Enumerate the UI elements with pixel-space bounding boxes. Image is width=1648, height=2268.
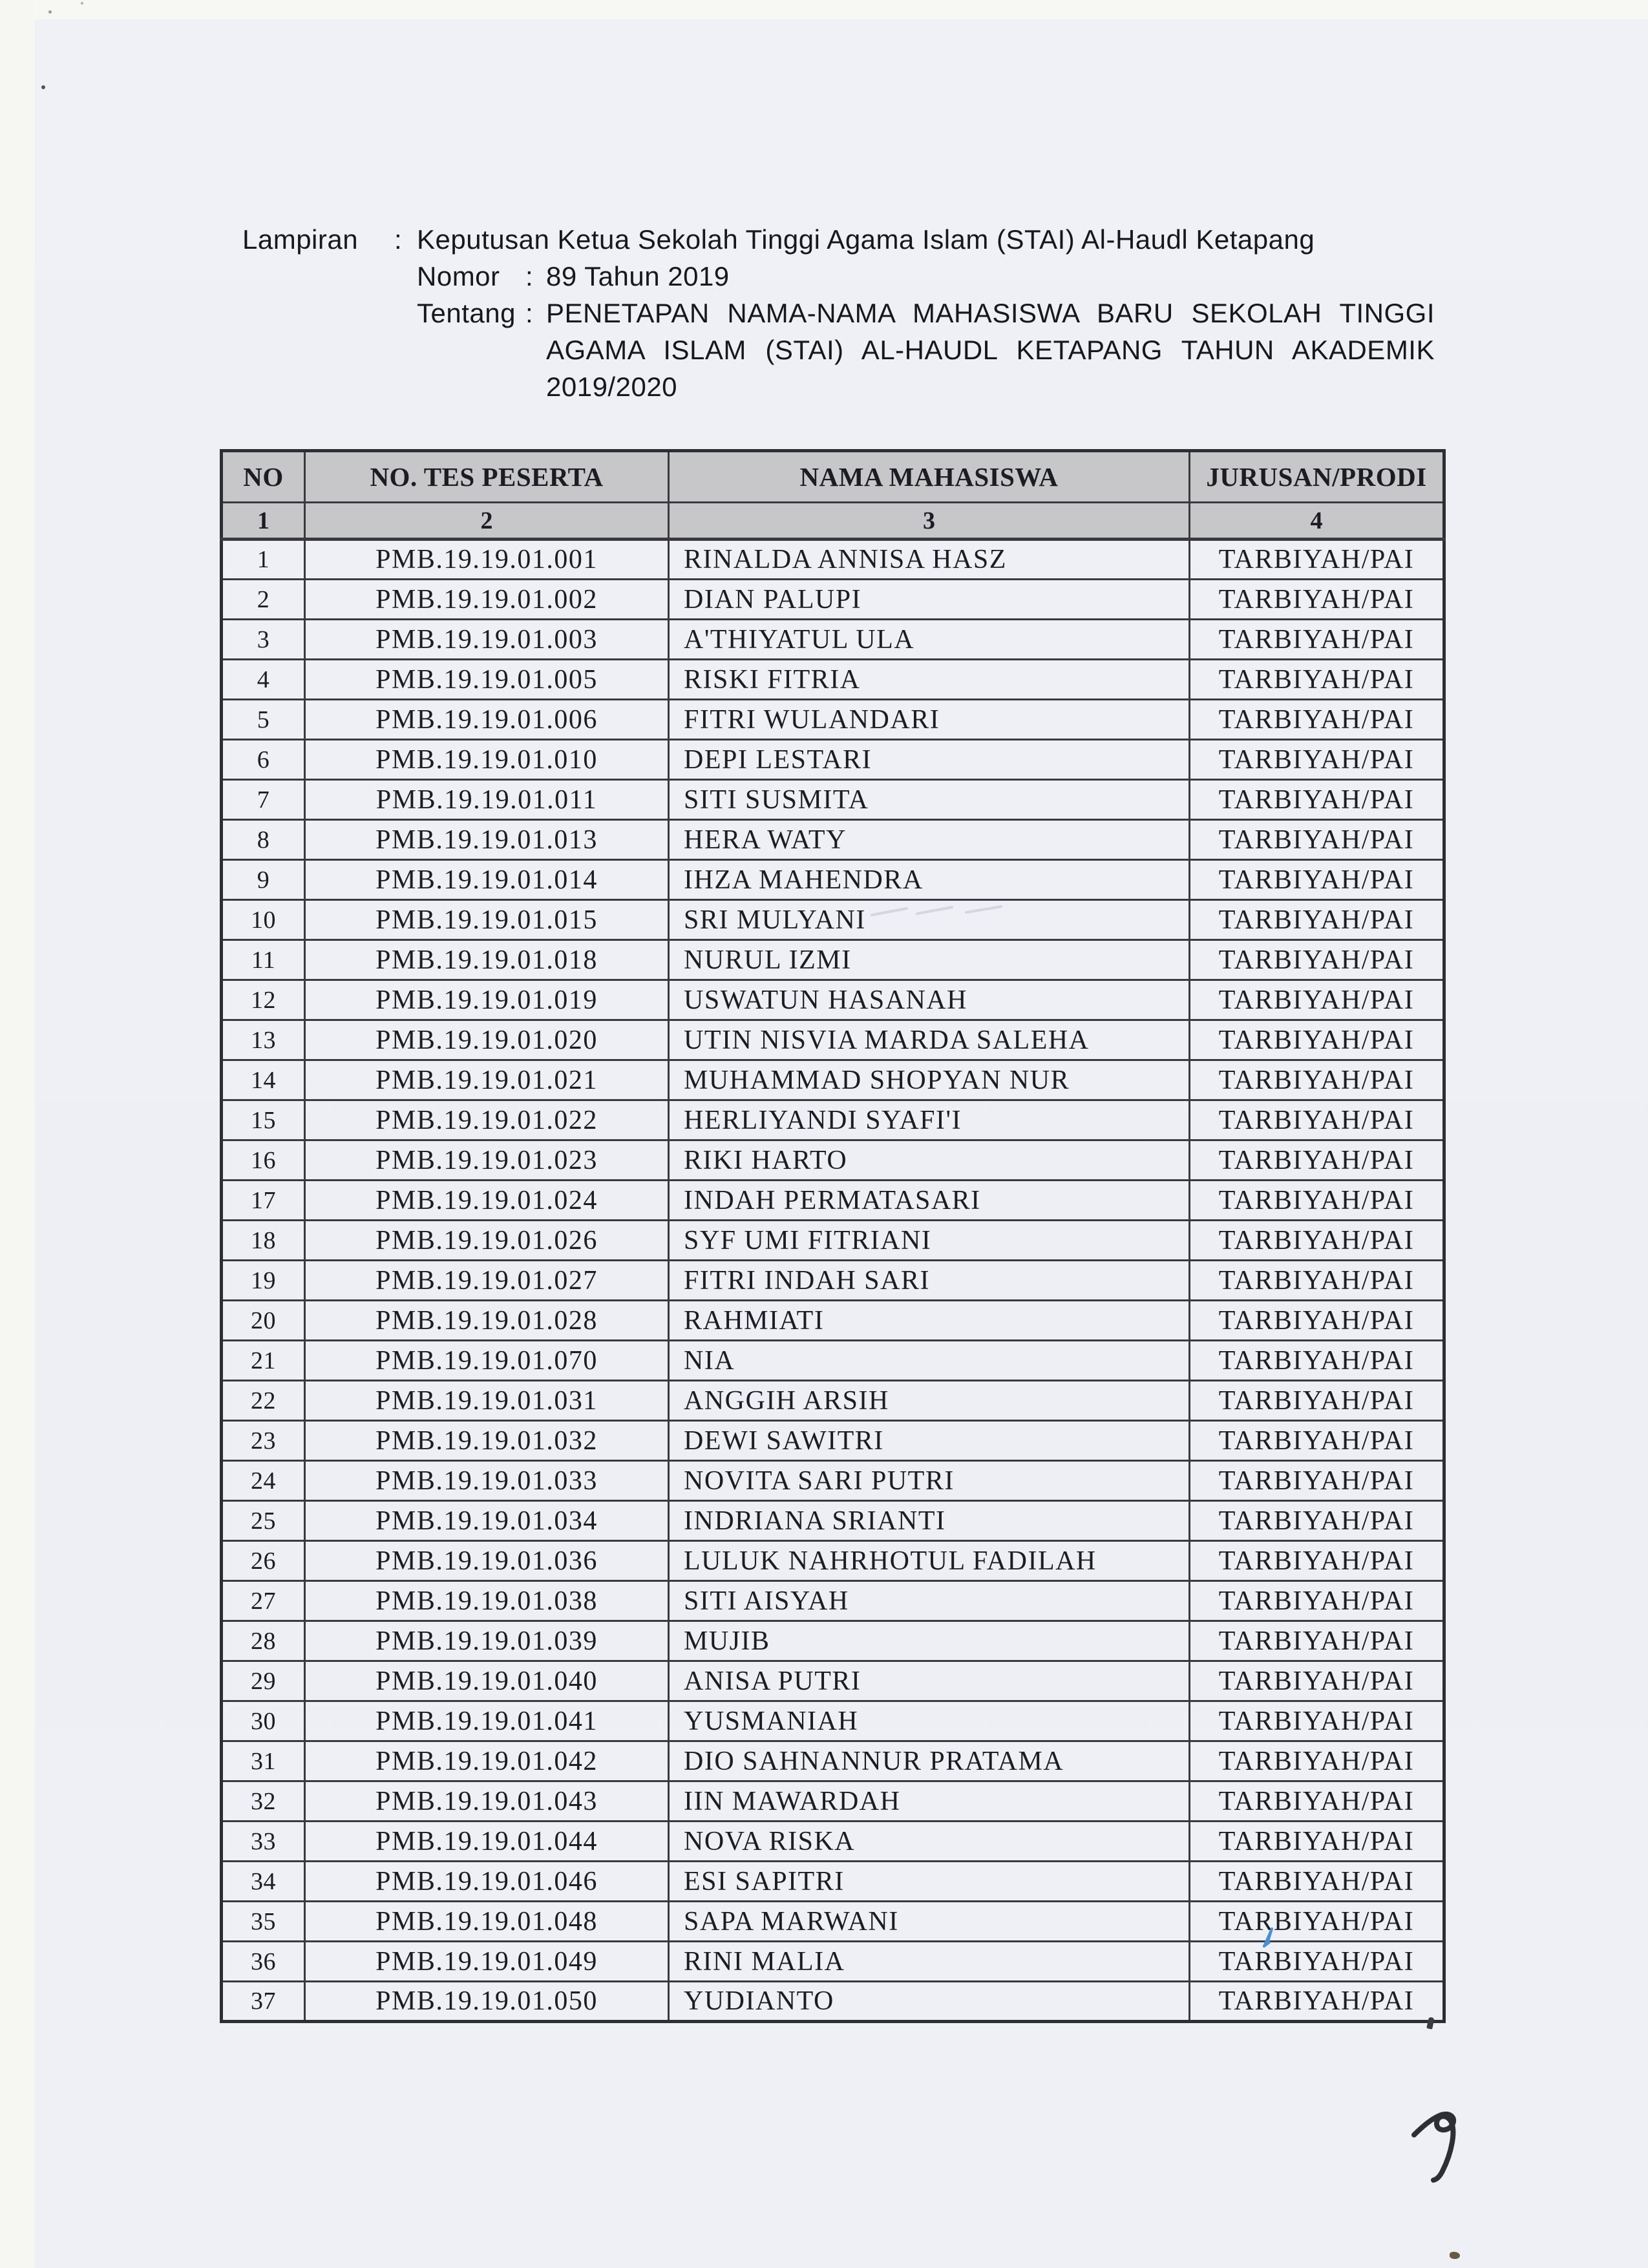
test-number-cell: PMB.19.19.01.020 [305, 1020, 669, 1060]
row-number-cell: 2 [222, 580, 305, 620]
program-cell: TARBIYAH/PAI [1190, 1781, 1444, 1822]
student-name-cell: ANGGIH ARSIH [669, 1381, 1190, 1421]
test-number-cell: PMB.19.19.01.011 [305, 780, 669, 820]
test-number-cell: PMB.19.19.01.023 [305, 1140, 669, 1181]
student-name-cell: MUJIB [669, 1621, 1190, 1661]
student-name-cell: SITI AISYAH [669, 1581, 1190, 1621]
test-number-cell: PMB.19.19.01.040 [305, 1661, 669, 1701]
test-number-cell: PMB.19.19.01.033 [305, 1461, 669, 1501]
test-number-cell: PMB.19.19.01.010 [305, 740, 669, 780]
test-number-cell: PMB.19.19.01.042 [305, 1741, 669, 1781]
ink-speck [81, 2, 83, 5]
program-cell: TARBIYAH/PAI [1190, 1661, 1444, 1701]
ink-speck [1450, 2252, 1460, 2259]
test-number-cell: PMB.19.19.01.027 [305, 1261, 669, 1301]
table-row [222, 1181, 1444, 1221]
row-number-cell: 30 [222, 1701, 305, 1741]
test-number-cell: PMB.19.19.01.014 [305, 860, 669, 900]
student-name-cell: UTIN NISVIA MARDA SALEHA [669, 1020, 1190, 1060]
student-name-cell: MUHAMMAD SHOPYAN NUR [669, 1060, 1190, 1100]
test-number-cell: PMB.19.19.01.048 [305, 1902, 669, 1942]
table-row [222, 820, 1444, 860]
document-header [242, 221, 1435, 405]
student-name-cell: SRI MULYANI [669, 900, 1190, 940]
student-name-cell: SAPA MARWANI [669, 1902, 1190, 1942]
student-name-cell: ANISA PUTRI [669, 1661, 1190, 1701]
program-cell: TARBIYAH/PAI [1190, 1140, 1444, 1181]
table-row [222, 1020, 1444, 1060]
ink-speck [48, 10, 52, 14]
test-number-cell: PMB.19.19.01.046 [305, 1862, 669, 1902]
table-row [222, 1862, 1444, 1902]
test-number-cell: PMB.19.19.01.039 [305, 1621, 669, 1661]
student-name-cell: NURUL IZMI [669, 940, 1190, 980]
test-number-cell: PMB.19.19.01.019 [305, 980, 669, 1020]
row-number-cell: 28 [222, 1621, 305, 1661]
program-cell: TARBIYAH/PAI [1190, 980, 1444, 1020]
test-number-cell: PMB.19.19.01.003 [305, 620, 669, 660]
table-row [222, 660, 1444, 700]
scanner-edge-top [0, 0, 1648, 19]
row-number-cell: 13 [222, 1020, 305, 1060]
student-name-cell: IHZA MAHENDRA [669, 860, 1190, 900]
table-column-number-row [222, 503, 1444, 540]
table-row [222, 900, 1444, 940]
program-cell: TARBIYAH/PAI [1190, 1581, 1444, 1621]
table-row [222, 860, 1444, 900]
table-header-row [222, 451, 1444, 503]
scanner-edge-left [0, 0, 35, 2268]
program-cell: TARBIYAH/PAI [1190, 1982, 1444, 2022]
student-name-cell: SYF UMI FITRIANI [669, 1221, 1190, 1261]
test-number-cell: PMB.19.19.01.032 [305, 1421, 669, 1461]
student-name-cell: RINI MALIA [669, 1942, 1190, 1982]
row-number-cell: 25 [222, 1501, 305, 1541]
test-number-cell: PMB.19.19.01.044 [305, 1822, 669, 1862]
program-cell: TARBIYAH/PAI [1190, 820, 1444, 860]
test-number-cell: PMB.19.19.01.036 [305, 1541, 669, 1581]
program-cell: TARBIYAH/PAI [1190, 1461, 1444, 1501]
test-number-cell: PMB.19.19.01.041 [305, 1701, 669, 1741]
table-row [222, 940, 1444, 980]
table-row [222, 620, 1444, 660]
student-name-cell: RISKI FITRIA [669, 660, 1190, 700]
row-number-cell: 26 [222, 1541, 305, 1581]
row-number-cell: 27 [222, 1581, 305, 1621]
program-cell: TARBIYAH/PAI [1190, 1862, 1444, 1902]
student-name-cell: INDAH PERMATASARI [669, 1181, 1190, 1221]
row-number-cell: 9 [222, 860, 305, 900]
program-cell: TARBIYAH/PAI [1190, 1621, 1444, 1661]
program-cell: TARBIYAH/PAI [1190, 780, 1444, 820]
row-number-cell: 8 [222, 820, 305, 860]
test-number-cell: PMB.19.19.01.043 [305, 1781, 669, 1822]
table-row [222, 1341, 1444, 1381]
student-name-cell: DEPI LESTARI [669, 740, 1190, 780]
row-number-cell: 37 [222, 1982, 305, 2022]
student-name-cell: INDRIANA SRIANTI [669, 1501, 1190, 1541]
row-number-cell: 22 [222, 1381, 305, 1421]
tentang-line: 2019/2020 [546, 372, 678, 402]
tentang-colon: : [525, 298, 534, 328]
row-number-cell: 31 [222, 1741, 305, 1781]
table-row [222, 1421, 1444, 1461]
program-cell: TARBIYAH/PAI [1190, 1060, 1444, 1100]
lampiran-value: Keputusan Ketua Sekolah Tinggi Agama Islam (STAI) Al-Haudl Ketapang [417, 224, 1315, 255]
student-name-cell: HERA WATY [669, 820, 1190, 860]
column-number: 4 [1190, 503, 1444, 540]
table-row [222, 1701, 1444, 1741]
test-number-cell: PMB.19.19.01.021 [305, 1060, 669, 1100]
row-number-cell: 4 [222, 660, 305, 700]
table-row [222, 1381, 1444, 1421]
student-name-cell: DIO SAHNANNUR PRATAMA [669, 1741, 1190, 1781]
row-number-cell: 3 [222, 620, 305, 660]
table-row [222, 980, 1444, 1020]
nomor-value: 89 Tahun 2019 [546, 261, 730, 291]
program-cell: TARBIYAH/PAI [1190, 1541, 1444, 1581]
test-number-cell: PMB.19.19.01.002 [305, 580, 669, 620]
program-cell: TARBIYAH/PAI [1190, 1741, 1444, 1781]
test-number-cell: PMB.19.19.01.005 [305, 660, 669, 700]
student-table-body [222, 540, 1444, 2022]
column-header-jurusan: JURUSAN/PRODI [1190, 451, 1444, 503]
row-number-cell: 16 [222, 1140, 305, 1181]
faint-pencil-scribble [869, 903, 1018, 923]
program-cell: TARBIYAH/PAI [1190, 1381, 1444, 1421]
column-number: 2 [305, 503, 669, 540]
table-row [222, 540, 1444, 580]
table-row [222, 1621, 1444, 1661]
column-header-tes-peserta: NO. TES PESERTA [305, 451, 669, 503]
table-row [222, 1261, 1444, 1301]
row-number-cell: 34 [222, 1862, 305, 1902]
row-number-cell: 19 [222, 1261, 305, 1301]
table-row [222, 1541, 1444, 1581]
table-row [222, 1100, 1444, 1140]
program-cell: TARBIYAH/PAI [1190, 860, 1444, 900]
row-number-cell: 20 [222, 1301, 305, 1341]
student-name-cell: NOVA RISKA [669, 1822, 1190, 1862]
test-number-cell: PMB.19.19.01.018 [305, 940, 669, 980]
row-number-cell: 18 [222, 1221, 305, 1261]
table-row [222, 580, 1444, 620]
tentang-value [546, 295, 1435, 405]
row-number-cell: 7 [222, 780, 305, 820]
row-number-cell: 14 [222, 1060, 305, 1100]
ink-speck [41, 85, 45, 89]
row-number-cell: 6 [222, 740, 305, 780]
table-row [222, 1982, 1444, 2022]
row-number-cell: 15 [222, 1100, 305, 1140]
student-name-cell: NOVITA SARI PUTRI [669, 1461, 1190, 1501]
row-number-cell: 35 [222, 1902, 305, 1942]
row-number-cell: 36 [222, 1942, 305, 1982]
test-number-cell: PMB.19.19.01.013 [305, 820, 669, 860]
table-row [222, 1822, 1444, 1862]
student-name-cell: IIN MAWARDAH [669, 1781, 1190, 1822]
test-number-cell: PMB.19.19.01.026 [305, 1221, 669, 1261]
program-cell: TARBIYAH/PAI [1190, 740, 1444, 780]
row-number-cell: 21 [222, 1341, 305, 1381]
test-number-cell: PMB.19.19.01.028 [305, 1301, 669, 1341]
student-name-cell: RAHMIATI [669, 1301, 1190, 1341]
table-row [222, 1741, 1444, 1781]
program-cell: TARBIYAH/PAI [1190, 1942, 1444, 1982]
student-name-cell: NIA [669, 1341, 1190, 1381]
test-number-cell: PMB.19.19.01.049 [305, 1942, 669, 1982]
program-cell: TARBIYAH/PAI [1190, 1301, 1444, 1341]
program-cell: TARBIYAH/PAI [1190, 1261, 1444, 1301]
table-row [222, 780, 1444, 820]
column-number: 3 [669, 503, 1190, 540]
table-row [222, 1461, 1444, 1501]
lampiran-label: Lampiran [242, 224, 359, 255]
program-cell: TARBIYAH/PAI [1190, 1501, 1444, 1541]
student-name-cell: RIKI HARTO [669, 1140, 1190, 1181]
table-row [222, 1221, 1444, 1261]
test-number-cell: PMB.19.19.01.015 [305, 900, 669, 940]
row-number-cell: 29 [222, 1661, 305, 1701]
program-cell: TARBIYAH/PAI [1190, 940, 1444, 980]
test-number-cell: PMB.19.19.01.031 [305, 1381, 669, 1421]
program-cell: TARBIYAH/PAI [1190, 1221, 1444, 1261]
handwritten-pen-mark [1408, 2101, 1479, 2201]
test-number-cell: PMB.19.19.01.050 [305, 1982, 669, 2022]
program-cell: TARBIYAH/PAI [1190, 1341, 1444, 1381]
lampiran-colon: : [394, 224, 403, 255]
test-number-cell: PMB.19.19.01.070 [305, 1341, 669, 1381]
row-number-cell: 1 [222, 540, 305, 580]
program-cell: TARBIYAH/PAI [1190, 1181, 1444, 1221]
program-cell: TARBIYAH/PAI [1190, 660, 1444, 700]
test-number-cell: PMB.19.19.01.006 [305, 700, 669, 740]
tentang-label: Tentang [417, 298, 516, 328]
column-header-nama: NAMA MAHASISWA [669, 451, 1190, 503]
student-name-cell: DIAN PALUPI [669, 580, 1190, 620]
student-name-cell: DEWI SAWITRI [669, 1421, 1190, 1461]
student-name-cell: YUDIANTO [669, 1982, 1190, 2022]
program-cell: TARBIYAH/PAI [1190, 1020, 1444, 1060]
student-name-cell: RINALDA ANNISA HASZ [669, 540, 1190, 580]
nomor-colon: : [525, 261, 534, 291]
test-number-cell: PMB.19.19.01.038 [305, 1581, 669, 1621]
program-cell: TARBIYAH/PAI [1190, 540, 1444, 580]
row-number-cell: 5 [222, 700, 305, 740]
tentang-line: PENETAPAN NAMA-NAMA MAHASISWA BARU SEKOLAH TINGGI [546, 298, 1435, 328]
student-name-cell: LULUK NAHRHOTUL FADILAH [669, 1541, 1190, 1581]
table-row [222, 1581, 1444, 1621]
row-number-cell: 11 [222, 940, 305, 980]
student-name-cell: YUSMANIAH [669, 1701, 1190, 1741]
nomor-label: Nomor [417, 261, 500, 291]
row-number-cell: 32 [222, 1781, 305, 1822]
student-name-cell: FITRI INDAH SARI [669, 1261, 1190, 1301]
table-row [222, 700, 1444, 740]
program-cell: TARBIYAH/PAI [1190, 700, 1444, 740]
test-number-cell: PMB.19.19.01.034 [305, 1501, 669, 1541]
program-cell: TARBIYAH/PAI [1190, 580, 1444, 620]
student-name-cell: HERLIYANDI SYAFI'I [669, 1100, 1190, 1140]
student-name-cell: A'THIYATUL ULA [669, 620, 1190, 660]
student-name-cell: SITI SUSMITA [669, 780, 1190, 820]
table-row [222, 740, 1444, 780]
column-header-no: NO [222, 451, 305, 503]
table-row [222, 1060, 1444, 1100]
test-number-cell: PMB.19.19.01.022 [305, 1100, 669, 1140]
student-name-cell: ESI SAPITRI [669, 1862, 1190, 1902]
test-number-cell: PMB.19.19.01.024 [305, 1181, 669, 1221]
row-number-cell: 12 [222, 980, 305, 1020]
table-row [222, 1781, 1444, 1822]
table-row [222, 1661, 1444, 1701]
row-number-cell: 33 [222, 1822, 305, 1862]
student-name-cell: FITRI WULANDARI [669, 700, 1190, 740]
header-sub-block [417, 258, 1435, 405]
row-number-cell: 23 [222, 1421, 305, 1461]
test-number-cell: PMB.19.19.01.001 [305, 540, 669, 580]
row-number-cell: 10 [222, 900, 305, 940]
program-cell: TARBIYAH/PAI [1190, 1100, 1444, 1140]
table-row [222, 1501, 1444, 1541]
program-cell: TARBIYAH/PAI [1190, 1822, 1444, 1862]
column-number: 1 [222, 503, 305, 540]
program-cell: TARBIYAH/PAI [1190, 1421, 1444, 1461]
student-name-cell: USWATUN HASANAH [669, 980, 1190, 1020]
row-number-cell: 24 [222, 1461, 305, 1501]
student-table [220, 449, 1446, 2023]
program-cell: TARBIYAH/PAI [1190, 620, 1444, 660]
table-row [222, 1301, 1444, 1341]
program-cell: TARBIYAH/PAI [1190, 1701, 1444, 1741]
program-cell: TARBIYAH/PAI [1190, 1902, 1444, 1942]
tentang-line: AGAMA ISLAM (STAI) AL-HAUDL KETAPANG TAHUN AKADEMIK [546, 335, 1435, 365]
row-number-cell: 17 [222, 1181, 305, 1221]
table-row [222, 1140, 1444, 1181]
blue-pen-tick [1259, 1927, 1277, 1957]
program-cell: TARBIYAH/PAI [1190, 900, 1444, 940]
